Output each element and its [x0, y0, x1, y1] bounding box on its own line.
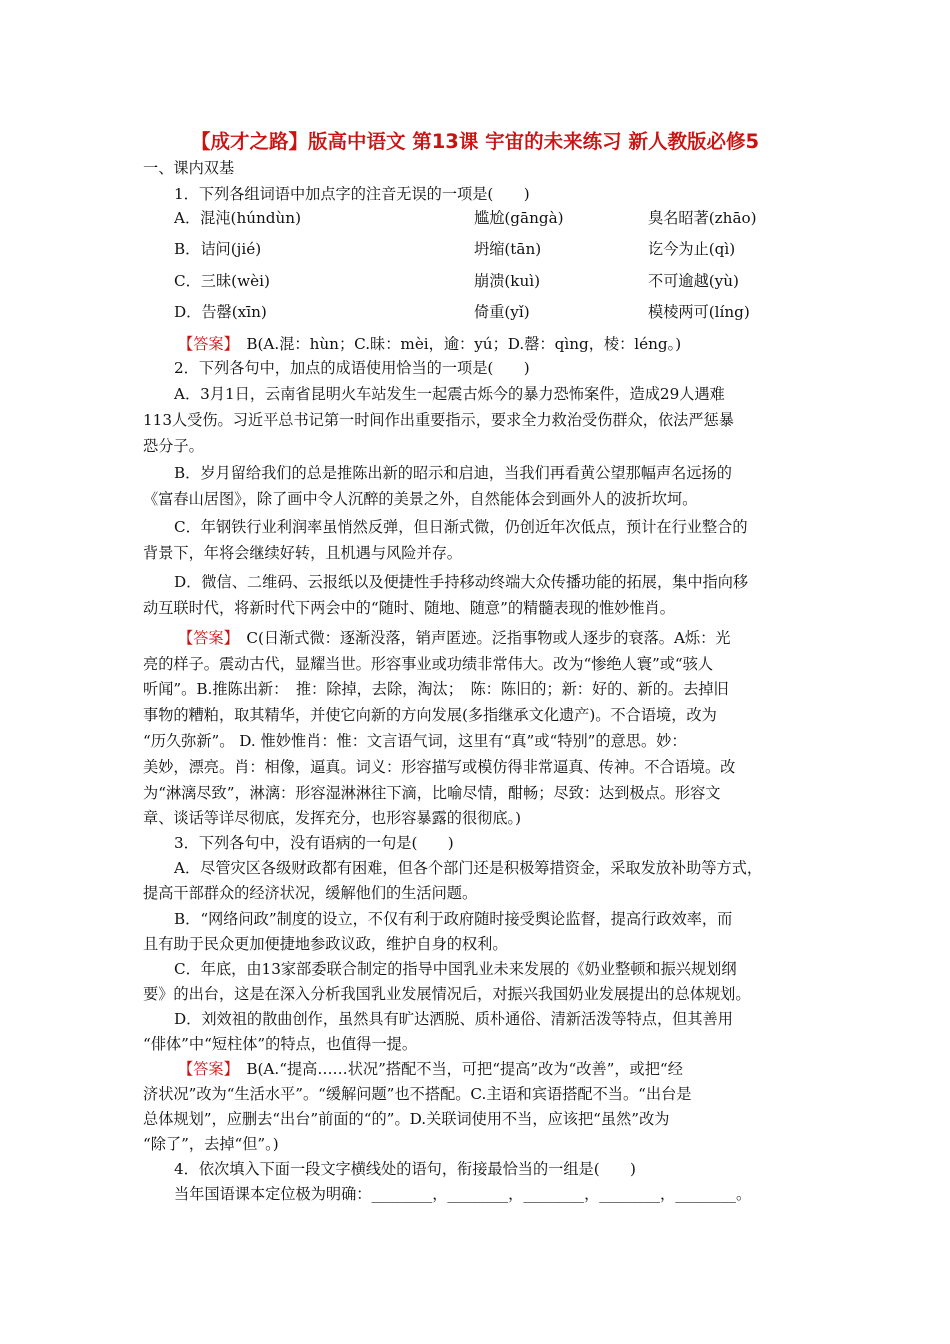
q2-line: B．岁月留给我们的总是推陈出新的昭示和启迪，当我们再看黄公望那幅声名远扬的	[174, 464, 732, 482]
q1-option-d-2: 倚重(yǐ)	[474, 303, 530, 321]
q2-line: 动互联时代，将新时代下两会中的“随时、随地、随意”的精髓表现的惟妙惟肖。	[143, 599, 675, 617]
answer-label: 【答案】	[178, 1060, 232, 1078]
q3-answer-line: 济状况”改为“生活水平”。“缓解问题”也不搭配。C.主语和宾语搭配不当。“出台是	[143, 1085, 692, 1103]
q1-answer	[178, 334, 681, 354]
q2-line: 恐分子。	[143, 437, 204, 455]
q1-option-a-2: 尴尬(gāngà)	[474, 209, 564, 227]
q3-answer	[178, 1059, 683, 1079]
q3-answer-line: 总体规划”，应删去“出台”前面的“的”。D.关联词使用不当，应该把“虽然”改为	[143, 1110, 670, 1128]
section-heading: 一、课内双基	[143, 159, 235, 177]
q1-option-b-1: B．诘问(jié)	[174, 240, 262, 258]
q2-answer-line: 亮的样子。震动古代，显耀当世。形容事业或功绩非常伟大。改为“惨绝人寰”或“骇人	[143, 655, 714, 673]
q3-line: 提高干部群众的经济状况，缓解他们的生活问题。	[143, 884, 478, 902]
q1-option-b-3: 讫今为止(qì)	[648, 240, 736, 258]
q1-option-b-2: 坍缩(tān)	[474, 240, 542, 258]
q4-stem: 4．依次填入下面一段文字横线处的语句，衔接最恰当的一组是( )	[174, 1160, 636, 1178]
q1-option-c-2: 崩溃(kuì)	[474, 272, 541, 290]
q1-option-c-1: C．三昧(wèi)	[174, 272, 270, 290]
q2-answer-line: 听闻”。B.推陈出新： 推：除掉，去除，淘汰； 陈：陈旧的；新：好的、新的。去掉旧	[143, 680, 729, 698]
q2-line: A．3月1日，云南省昆明火车站发生一起震古烁今的暴力恐怖案件，造成29人遇难	[174, 385, 725, 403]
answer-label: 【答案】	[178, 335, 232, 353]
q2-line: 113人受伤。习近平总书记第一时间作出重要指示，要求全力救治受伤群众，依法严惩暴	[143, 411, 734, 429]
q3-answer-line: “除了”，去掉“但”。)	[143, 1135, 279, 1153]
q3-line: 要》的出台，这是在深入分析我国乳业发展情况后，对振兴我国奶业发展提出的总体规划。	[143, 985, 751, 1003]
q2-answer-line: 事物的糟粕，取其精华，并使它向新的方向发展(多指继承文化遗产)。不合语境，改为	[143, 706, 717, 724]
q3-line: “俳体”中“短柱体”的特点，也值得一提。	[143, 1035, 418, 1053]
q4-line: 当年国语课本定位极为明确：________，________，________，________，________。	[174, 1185, 752, 1203]
q3-line: B．“网络问政”制度的设立，不仅有利于政府随时接受舆论监督，提高行政效率，而	[174, 910, 733, 928]
q1-option-a-1: A．混沌(húndùn)	[174, 209, 302, 227]
q2-line: 《富春山居图》，除了画中令人沉醉的美景之外，自然能体会到画外人的波折坎坷。	[143, 490, 698, 508]
q2-line: 背景下，年将会继续好转，且机遇与风险并存。	[143, 544, 462, 562]
q1-option-c-3: 不可逾越(yù)	[648, 272, 739, 290]
q2-answer	[178, 628, 730, 648]
q2-answer-line: 为“淋漓尽致”，淋漓：形容湿淋淋往下滴，比喻尽情，酣畅；尽致：达到极点。形容文	[143, 784, 721, 802]
q3-line: A．尽管灾区各级财政都有困难，但各个部门还是积极筹措资金，采取发放补助等方式，	[174, 859, 763, 877]
q2-answer-line: 美妙，漂亮。肖：相像，逼真。词义：形容描写或模仿得非常逼真、传神。不合语境。改	[143, 758, 736, 776]
q2-answer-line: “历久弥新”。 D. 惟妙惟肖：惟：文言语气词，这里有“真”或“特别”的意思。妙：	[143, 732, 687, 750]
q2-stem: 2．下列各句中，加点的成语使用恰当的一项是( )	[174, 359, 530, 377]
q1-option-a-3: 臭名昭著(zhāo)	[648, 209, 757, 227]
q3-answer-text: B(A.“提高……状况”搭配不当，可把“提高”改为“改善”，或把“经	[231, 1060, 683, 1078]
q1-stem: 1．下列各组词语中加点字的注音无误的一项是( )	[174, 185, 530, 203]
q2-answer-text: C(日渐式微：逐渐没落，销声匿迹。泛指事物或人逐步的衰落。A烁：光	[231, 629, 731, 647]
q1-option-d-1: D．告罄(xīn)	[174, 303, 267, 321]
q3-line: D．刘效祖的散曲创作，虽然具有旷达洒脱、质朴通俗、清新活泼等特点，但其善用	[174, 1010, 733, 1028]
q1-option-d-3: 模棱两可(líng)	[648, 303, 750, 321]
q3-stem: 3．下列各句中，没有语病的一句是( )	[174, 834, 454, 852]
q3-line: 且有助于民众更加便捷地参政议政，维护自身的权利。	[143, 935, 508, 953]
q3-line: C．年底，由13家部委联合制定的指导中国乳业未来发展的《奶业整顿和振兴规划纲	[174, 960, 737, 978]
q2-answer-line: 章、谈话等详尽彻底，发挥充分，也形容暴露的很彻底。)	[143, 809, 522, 827]
document-title: 【成才之路】版高中语文 第13课 宇宙的未来练习 新人教版必修5	[190, 130, 760, 153]
q1-answer-text: B(A.混：hùn；C.昧：mèi，逾：yú；D.罄：qìng，棱：léng。)	[231, 335, 682, 353]
q2-line: D．微信、二维码、云报纸以及便捷性手持移动终端大众传播功能的拓展，集中指向移	[174, 573, 749, 591]
q2-line: C．年钢铁行业利润率虽悄然反弹，但日渐式微，仍创近年次低点，预计在行业整合的	[174, 518, 748, 536]
answer-label: 【答案】	[178, 629, 232, 647]
